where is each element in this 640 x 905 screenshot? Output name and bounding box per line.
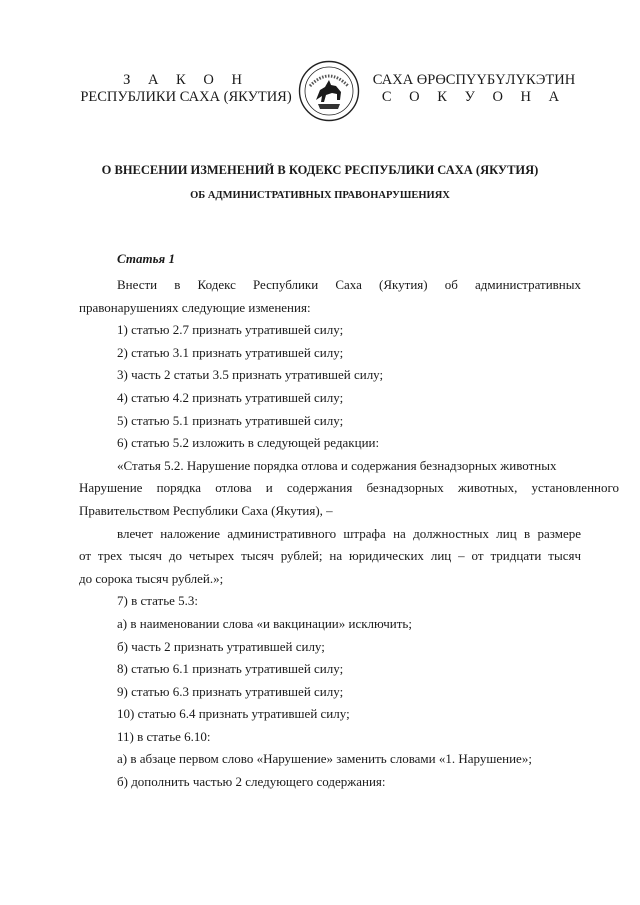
- list-item: б) дополнить частью 2 следующего содержания:: [117, 774, 386, 790]
- intro-line2: правонарушениях следующие изменения:: [79, 299, 311, 315]
- coat-of-arms-icon: [298, 60, 360, 122]
- list-item: 1) статью 2.7 признать утратившей силу;: [117, 322, 344, 338]
- header-left-line2: РЕСПУБЛИКИ САХА (ЯКУТИЯ): [80, 89, 292, 105]
- list-item: а) в абзаце первом слово «Нарушение» заменить словами «1. Нарушение»;: [117, 751, 532, 767]
- quote-paragraph2-line2: от трех тысяч до четырех тысяч рублей; на юридических лиц – от тридцати тысяч: [79, 548, 581, 564]
- list-item: 6) статью 5.2 изложить в следующей редакции:: [117, 435, 380, 451]
- quote-paragraph2-line1: влечет наложение административного штрафа на должностных лиц в размере: [117, 525, 581, 541]
- list-item: а) в наименовании слова «и вакцинации» исключить;: [117, 615, 412, 631]
- list-item: 11) в статье 6.10:: [117, 728, 211, 744]
- list-item: 7) в статье 5.3:: [117, 593, 199, 609]
- list-item: 3) часть 2 статьи 3.5 признать утратившей силу;: [117, 367, 384, 383]
- quote-paragraph1-line1: Нарушение порядка отлова и содержания безнадзорных животных, установленного: [79, 480, 619, 496]
- header-left: [70, 72, 302, 106]
- list-item: 9) статью 6.3 признать утратившей силу;: [117, 683, 344, 699]
- law-title: О ВНЕСЕНИИ ИЗМЕНЕНИЙ В КОДЕКС РЕСПУБЛИКИ САХА (ЯКУТИЯ): [101, 163, 539, 177]
- header-right-line1: САХА ӨРӨСПҮҮБҮЛҮКЭТИН: [372, 72, 576, 88]
- header-right-line2: С О К У О Н А: [381, 89, 567, 105]
- list-item: б) часть 2 признать утратившей силу;: [117, 638, 325, 654]
- list-item: 4) статью 4.2 признать утратившей силу;: [117, 389, 344, 405]
- header-right: [360, 72, 588, 106]
- quote-paragraph1-line2: Правительством Республики Саха (Якутия), –: [79, 502, 333, 518]
- quote-title: «Статья 5.2. Нарушение порядка отлова и содержания безнадзорных животных: [117, 457, 557, 473]
- law-subtitle: ОБ АДМИНИСТРАТИВНЫХ ПРАВОНАРУШЕНИЯХ: [190, 190, 450, 201]
- intro-line1: Внести в Кодекс Республики Саха (Якутия) об административных: [117, 277, 581, 292]
- list-item: 10) статью 6.4 признать утратившей силу;: [117, 706, 350, 722]
- list-item: 5) статью 5.1 признать утратившей силу;: [117, 412, 344, 428]
- header-left-line1: З А К О Н: [123, 72, 249, 88]
- list-item: 2) статью 3.1 признать утратившей силу;: [117, 344, 344, 360]
- article-heading: Статья 1: [117, 251, 175, 266]
- quote-paragraph2-line3: до сорока тысяч рублей.»;: [79, 570, 224, 586]
- article-body: [79, 274, 619, 794]
- list-item: 8) статью 6.1 признать утратившей силу;: [117, 661, 344, 677]
